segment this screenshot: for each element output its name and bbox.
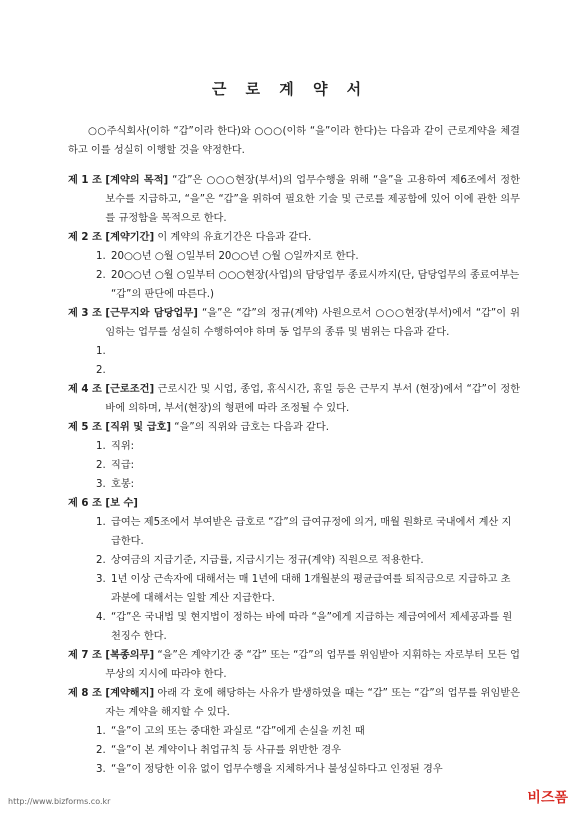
item-text: 1년 이상 근속자에 대해서는 매 1년에 대해 1개월분의 평균급여를 퇴직금으로 지급하고 초과분에 대해서는 일할 계산 지급한다. [111, 574, 511, 604]
list-item [96, 342, 520, 361]
item-number: 1. [96, 441, 106, 452]
intro-paragraph: ○○주식회사(이하 “갑”이라 한다)와 ○○○(이하 “을”이라 한다)는 다음과 같이 근로계약을 체결하고 이를 성실히 이행할 것을 약정한다. [68, 126, 520, 156]
article [68, 418, 520, 494]
article-heading: [보 수] [105, 498, 138, 509]
article [68, 646, 520, 684]
list-item [96, 513, 520, 551]
article-number: 제 7 조 [68, 650, 106, 661]
article-number: 제 1 조 [68, 175, 106, 186]
article-items [96, 247, 520, 304]
article-number: 제 3 조 [68, 308, 106, 319]
item-text [111, 361, 520, 380]
list-item [96, 456, 520, 475]
article-items [96, 722, 520, 779]
item-number: 1. [96, 346, 106, 357]
item-number: 2. [96, 745, 106, 756]
list-item [96, 361, 520, 380]
list-item [96, 247, 520, 266]
item-text: “갑”은 국내법 및 현지법이 정하는 바에 따라 “을”에게 지급하는 제급여에서 제세공과를 원천징수 한다. [111, 612, 513, 642]
item-number: 1. [96, 517, 106, 528]
article [68, 228, 520, 304]
item-number: 1. [96, 726, 106, 737]
article-text: “을”은 “갑”의 정규(계약) 사원으로서 ○○○현장(부서)에서 “갑”이 위임하는 업무를 성실히 수행하여야 하며 동 업무의 종류 및 범위는 다음과 같다. [105, 308, 521, 338]
article-text: 근로시간 및 시업, 종업, 휴식시간, 휴일 등은 근무지 부서 (현장)에서 “갑”이 정한 바에 의하며, 부서(현장)의 형편에 따라 조정될 수 있다. [105, 384, 520, 414]
article-number: 제 4 조 [68, 384, 106, 395]
item-text: 직급: [111, 460, 135, 471]
article-number: 제 6 조 [68, 498, 106, 509]
list-item [96, 722, 520, 741]
article-heading: [복종의무] [105, 650, 155, 661]
article-heading: [근로조건] [105, 384, 155, 395]
item-text: “을”이 고의 또는 중대한 과실로 “갑”에게 손실을 끼친 때 [111, 726, 365, 737]
item-number: 3. [96, 764, 106, 775]
item-number: 2. [96, 270, 106, 281]
article [68, 171, 520, 228]
bizforms-logo: 비즈폼 [527, 790, 568, 806]
item-number: 4. [96, 612, 106, 623]
item-text: 급여는 제5조에서 부여받은 급호로 “갑”의 급여규정에 의거, 매월 원화로 국내에서 계산 지급한다. [111, 517, 512, 547]
article-items [96, 437, 520, 494]
article-text: 아래 각 호에 해당하는 사유가 발생하였을 때는 “갑” 또는 “갑”의 업무를 위임받은 자는 계약을 해지할 수 있다. [105, 688, 520, 718]
article-heading: [직위 및 급호] [105, 422, 172, 433]
article-heading: [계약해지] [105, 688, 155, 699]
article-list [68, 171, 520, 779]
article-items [96, 342, 520, 380]
article-heading: [근무지와 담당업무] [105, 308, 198, 319]
article-number: 제 5 조 [68, 422, 106, 433]
item-number: 2. [96, 460, 106, 471]
item-number: 3. [96, 574, 106, 585]
article-heading: [계약기간] [105, 232, 155, 243]
item-number: 2. [96, 555, 106, 566]
item-text: “을”이 정당한 이유 없이 업무수행을 지체하거나 불성실하다고 인정된 경우 [111, 764, 443, 775]
item-text [111, 342, 520, 361]
article [68, 304, 520, 380]
item-text: 20○○년 ○월 ○일부터 20○○년 ○월 ○일까지로 한다. [111, 251, 359, 262]
article-items [96, 513, 520, 646]
article-text: “을”은 계약기간 중 “갑” 또는 “갑”의 업무를 위임받아 지휘하는 자로부터 모든 업무상의 지시에 따라야 한다. [105, 650, 520, 680]
article [68, 494, 520, 646]
item-text: 상여금의 지급기준, 지급률, 지급시기는 정규(계약) 직원으로 적용한다. [111, 555, 424, 566]
list-item [96, 551, 520, 570]
list-item [96, 475, 520, 494]
list-item [96, 608, 520, 646]
document-title: 근 로 계 약 서 [211, 80, 369, 98]
article-number: 제 2 조 [68, 232, 106, 243]
article-heading: [계약의 목적] [105, 175, 169, 186]
item-text: 직위: [111, 441, 135, 452]
item-text: “을”이 본 계약이나 취업규칙 등 사규를 위반한 경우 [111, 745, 342, 756]
item-text: 호봉: [111, 479, 135, 490]
article-text: “갑”은 ○○○현장(부서)의 업무수행을 위해 “을”을 고용하여 제6조에서 정한 보수를 지급하고, “을”은 “갑”을 위하여 필요한 기술 및 근로를 제공함에 있어 이에 관한 의무를 규정함을 목적으로 한다. [105, 175, 520, 224]
list-item [96, 437, 520, 456]
list-item [96, 570, 520, 608]
article-text: 이 계약의 유효기간은 다음과 같다. [154, 232, 312, 243]
article [68, 380, 520, 418]
list-item [96, 266, 520, 304]
list-item [96, 741, 520, 760]
article [68, 684, 520, 779]
item-number: 1. [96, 251, 106, 262]
item-number: 2. [96, 365, 106, 376]
list-item [96, 760, 520, 779]
item-number: 3. [96, 479, 106, 490]
article-text: “을”의 직위와 급호는 다음과 같다. [171, 422, 329, 433]
footer-url[interactable]: http://www.bizforms.co.kr [8, 797, 111, 806]
article-number: 제 8 조 [68, 688, 106, 699]
item-text: 20○○년 ○월 ○일부터 ○○○현장(사업)의 담당업무 종료시까지(단, 담당업무의 종료여부는 “갑”의 판단에 따른다.) [111, 270, 520, 300]
